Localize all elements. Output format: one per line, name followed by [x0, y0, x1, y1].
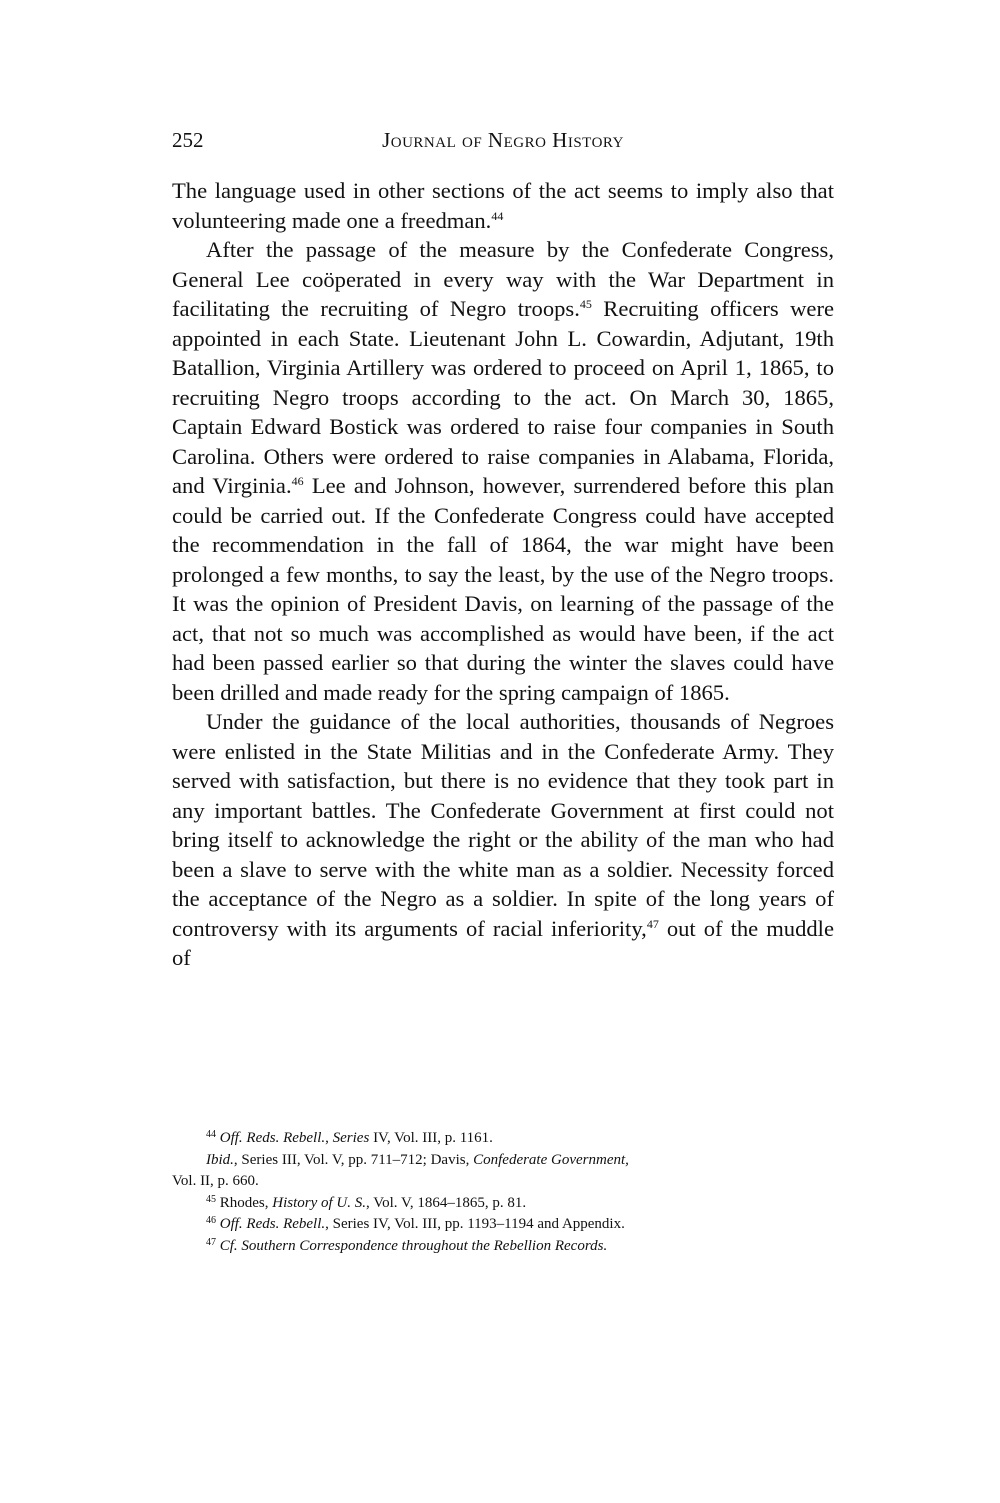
- footnote-text: , Series IV, Vol. III, pp. 1193–1194 and Appendix.: [325, 1216, 625, 1232]
- paragraph-3: [172, 707, 834, 973]
- footnote-46: [172, 1214, 834, 1236]
- paragraph-text: Recruiting officers were appointed in each State. Lieutenant John L. Cowardin, Adjutant, 19th Batallion, Virginia Artillery was ordered to proceed on April 1, 1865, to recruiting Negro troops according to the act. On March 30, 1865, Captain Edward Bostick was ordered to raise four companies in South Carolina. Others were ordered to raise companies in Alabama, Florida, and Virginia.: [172, 296, 834, 498]
- footnote-ref-44: 44: [491, 208, 504, 223]
- footnote-45: [172, 1193, 834, 1215]
- footnote-number: 46: [206, 1215, 216, 1226]
- running-title: Journal of Negro History: [382, 128, 624, 152]
- footnote-citation: Off. Reds. Rebell.: [219, 1130, 326, 1146]
- footnote-citation: Ibid.: [206, 1151, 234, 1168]
- footnote-44-ibid: [172, 1150, 834, 1172]
- footnote-44: [172, 1128, 834, 1150]
- page-header: [172, 128, 834, 158]
- paragraph-text: The language used in other sections of the act seems to imply also that volunteering made one a freedman.: [172, 178, 834, 233]
- paragraph-text: Lee and Johnson, however, surrendered before this plan could be carried out. If the Confederate Congress could have accepted the recommendation in the fall of 1864, the war might have been prolonged a few months, to say the least, by the use of the Negro troops. It was the opinion of President Davis, on learning of the passage of the act, that not so much was accomplished as would have been, if the act had been passed earlier so that during the winter the slaves could have been drilled and made ready for the spring campaign of 1865.: [172, 473, 835, 705]
- paragraph-text: After the passage of the measure by the Confederate Congress, General Lee coöperated in every way with the War Department in facilitating the recruiting of Negro troops.: [172, 237, 834, 321]
- footnote-text: , Vol. V, 1864–1865, p. 81.: [366, 1194, 527, 1211]
- footnote-ref-47: 47: [646, 916, 659, 931]
- footnote-citation: Confederate Government,: [473, 1151, 629, 1168]
- footnote-citation: Off. Reds. Rebell.: [219, 1216, 326, 1232]
- footnote-number: 44: [206, 1129, 216, 1140]
- footnote-citation: History of U. S.: [272, 1194, 366, 1211]
- page-number: 252: [172, 128, 204, 152]
- footnote-number: 45: [206, 1193, 216, 1205]
- footnote-ref-46: 46: [291, 474, 304, 488]
- paragraph-text: Under the guidance of the local authorities, thousands of Negroes were enlisted in the State Militias and in the Confederate Army. They served with satisfaction, but there is no evidence that they took part in any important battles. The Confederate Government at first could not bring itself to acknowledge the right or the ability of the man who had been a slave to serve with the white man as a soldier. Necessity forced the acceptance of the Negro as a soldier. In spite of the long years of controversy with its arguments of racial inferiority,: [172, 709, 834, 941]
- footnote-citation: Cf. Southern Correspondence throughout the Rebellion Records.: [219, 1237, 608, 1254]
- footnote-citation: Series: [332, 1130, 370, 1146]
- footnote-text: , Series III, Vol. V, pp. 711–712; Davis,: [233, 1151, 474, 1168]
- body-text: [172, 176, 834, 973]
- footnote-text: ,: [325, 1130, 333, 1146]
- footnote-ref-45: 45: [579, 297, 592, 311]
- footnote-number: 47: [206, 1236, 216, 1248]
- paragraph-1: [172, 176, 834, 235]
- paragraph-2: [172, 235, 834, 707]
- footnote-text: IV, Vol. III, p. 1161.: [369, 1130, 493, 1146]
- footnotes: [172, 1128, 834, 1257]
- footnote-44-ibid-continuation: Vol. II, p. 660.: [172, 1173, 259, 1189]
- footnote-text: Rhodes,: [219, 1194, 273, 1211]
- footnote-47: [172, 1236, 834, 1258]
- paragraph-text: out of the muddle of: [172, 915, 834, 970]
